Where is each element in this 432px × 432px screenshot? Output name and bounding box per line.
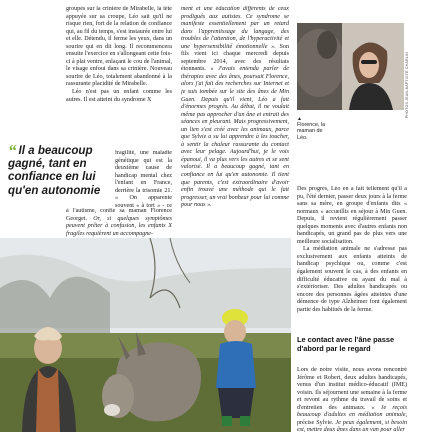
portrait-photo	[297, 23, 404, 110]
section-subheading: Le contact avec l'âne passe d'abord par le regard	[297, 335, 395, 353]
paragraph	[181, 6, 289, 210]
portrait-photo-illustration	[297, 23, 404, 110]
quote-mark-icon: “	[8, 141, 17, 160]
paragraph: Léo n'est pas un enfant comme les autres. Il est atteint du syndrome X	[66, 89, 172, 103]
farm-photo-illustration	[0, 238, 291, 432]
article-column-1-wrap	[115, 150, 172, 208]
text-run: Son fils vient ici chaque mercredi depuis septembre 2014, avec des résultats étonnants. «	[181, 43, 289, 73]
text-run-italic: Or, si quelques symptômes peuvent prêter à confusion, les enfants X fragiles requièrent un accompagne-	[66, 215, 172, 237]
article-column-3-continued	[297, 367, 407, 432]
photo-credit: PHOTOS JEAN-BAPTISTE CHARLIN	[405, 52, 409, 119]
text-run: , précise Sylvie.	[297, 412, 407, 426]
text-run-italic: ment et une éducation différents de ceux prodigués aux autistes. Ce syndrome se manifeste essentiellement par un retard dans l'apprentissage du langage, des troubles de l'attention, de l'hyperactivité et une hypersensibilité émotionnelle ».	[181, 6, 289, 50]
farm-photo	[0, 238, 291, 432]
paragraph	[297, 367, 407, 432]
paragraph: La médiation animale ne s'adresse pas exclusivement aux enfants atteints de handicap psychique ou, comme c'est également souvent le cas, à des enfants en difficulté éducative ou ayant du mal à s'extérioriser. Des adultes handicapés ou encore des personnes âgées atteintes d'une démence de type Alzheimer font également partie des habitués de la ferme.	[297, 246, 407, 313]
text-run-italic: Je peux également, si besoin est, mettre deux ânes dans un van pour aller	[297, 419, 407, 432]
text-run-italic: J'avais entendu parler de thérapies avec des ânes, poursuit Florence, alors j'ai fait des recherches sur Internet et je suis tombée sur le site des ânes de Min Guen. Depuis qu'il vient, Léo a fait d'énormes progrès. Au début, il ne voulait même pas approcher d'un âne et entrait des séances en pleurant. Mais progressivement, un lien s'est créé avec les animaux, parce que Sylvie a su lui apprendre à les toucher, à sentir la chaleur rassurante du contact avec leur pelage. Aujourd'hui, je le vois épanoui, il va plus vers les autres et se sent valorisé. Il a beaucoup gagné, tant en confiance en lui qu'en autonomie. Il tient que parents, c'est extraordinaire d'avoir enfin trouvé une méthode qui le fait progresser, un vrai bonheur pour lui comme pour nous ».	[181, 66, 289, 209]
paragraph	[66, 208, 172, 238]
text-run-italic: Je reçois beaucoup d'adultes en médiation animale	[297, 404, 407, 419]
triangle-up-icon: ▲	[297, 116, 302, 122]
pull-quote-text: Il a beaucoup gagné, tant en confiance en lui qu'en autonomie	[8, 144, 101, 197]
photo-caption	[297, 116, 331, 141]
article-column-1-tail	[66, 208, 172, 238]
text-run: Lors de notre visite, nous avons rencontré Jérôme et Robert, deux adultes handicapés, venus d'un institut médico-éducatif (IME) voisin. Ils séjournent une semaine à la ferme et revont au rythme du travail de soins et d'entretien des animaux. «	[297, 367, 407, 411]
paragraph: fragilité, une maladie génétique qui est la deuxième cause de handicap mental chez l'enfant en France, derrière la trisomie 21. « On apparente souvent « à tort » - ce	[115, 150, 172, 208]
article-column-3	[297, 186, 407, 332]
pull-quote	[8, 141, 114, 197]
text-run: à l'autisme, confie sa maman Florence Georget.	[66, 208, 172, 222]
paragraph: Des progrès, Léo en a fait tellement qu'il a pu, l'été dernier, passer deux jours à la ferme sans sa mère, en groupe d'enfants dits « normaux » accueillis en séjour à Min Guen. Depuis, il revient régulièrement passer quelques moments avec d'autres enfants non handicapés, un grand pas de plus vers une meilleure socialisation.	[297, 186, 407, 245]
article-column-1	[66, 6, 172, 150]
article-column-2	[181, 6, 289, 236]
caption-text: Florence, la maman de Léo.	[297, 122, 326, 141]
paragraph: groupés sur la crinière de Mirabelle, la tête appuyée sur sa croupe, Léo sait qu'il ne risque rien, fort de la relation de confiance qui, au fil du temps, s'est instaurée entre lui et elle. Détendu, il ferme les yeux, dans un sourire qui en dit long. Il recommencera ensuite l'exercice en s'allongeant cette fois-ci à plat ventre, enlaçant le cou de l'animal, le visage enfoui dans sa crinière. Nouveau sourire de Léo, totalement abandonné à la rassurante placidité de Mirabelle.	[66, 6, 172, 88]
